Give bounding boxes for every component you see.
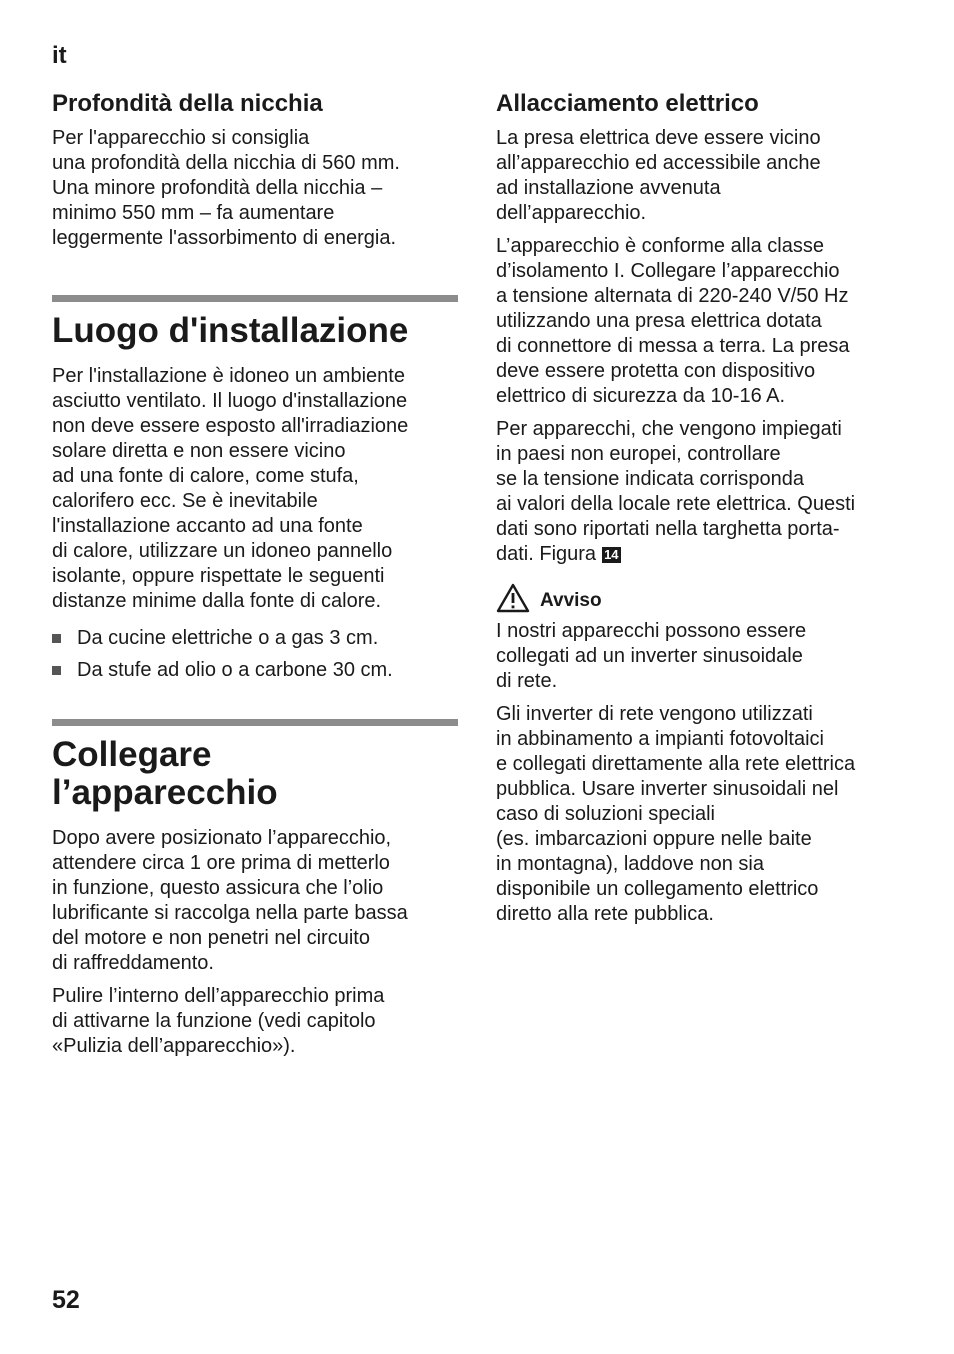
installation-location-heading: Luogo d'installazione <box>52 311 409 350</box>
niche-depth-text: Per l'apparecchio si consiglia una profondità della nicchia di 560 mm. Una minore profondità della nicchia – minimo 550 mm – fa aumentare leggermente l'assorbimento di energia. <box>52 127 400 249</box>
language-code: it <box>52 42 67 69</box>
installation-location-text: Per l'installazione è idoneo un ambiente asciutto ventilato. Il luogo d'installazione non deve essere esposto all'irradiazione solare diretta e non essere vicino ad una fonte di calore, come stufa, calorifero ecc. Se è inevitabile l'installazione accanto ad una fonte di calore, utilizzare un idoneo pannello isolante, oppure rispettate le seguenti distanze minime dalla fonte di calore. <box>52 365 409 612</box>
electrical-text-3-body: Per apparecchi, che vengono impiegati in paesi non europei, controllare se la tensione indicata corrisponda ai valori della locale rete elettrica. Questi dati sono riportati nella targhetta porta- dati. Figura <box>496 418 856 565</box>
figure-reference-badge: 14 <box>604 547 619 562</box>
list-item <box>52 626 458 651</box>
left-column <box>52 88 462 1067</box>
electrical-text-2: L’apparecchio è conforme alla classe d’isolamento I. Collegare l’apparecchio a tensione alternata di 220-240 V/50 Hz utilizzando una presa elettrica dotata di connettore di messa a terra. La presa deve essere protetta con dispositivo elettrico di sicurezza da 10-16 A. <box>496 235 850 407</box>
niche-depth-heading: Profondità della nicchia <box>52 90 323 117</box>
warning-triangle-icon <box>496 583 530 613</box>
electrical-text-3 <box>496 417 908 567</box>
warning-label: Avviso <box>540 590 602 611</box>
distance-list <box>52 626 458 683</box>
list-item-text: Da cucine elettriche o a gas 3 cm. <box>77 627 379 649</box>
page-number: 52 <box>52 1286 80 1314</box>
bullet-square-icon <box>52 666 61 675</box>
electrical-connection-heading: Allacciamento elettrico <box>496 90 759 117</box>
warning-text-2: Gli inverter di rete vengono utilizzati in abbinamento a impianti fotovoltaici e collegati direttamente alla rete elettrica pubblica. Usare inverter sinusoidali nel caso di soluzioni speciali (es. imbarcazioni oppure nelle baite in montagna), laddove non sia disponibile un collegamento elettrico diretto alla rete pubblica. <box>496 703 856 925</box>
right-column <box>496 88 908 935</box>
warning-header <box>496 583 908 613</box>
list-item-text: Da stufe ad olio o a carbone 30 cm. <box>77 659 393 681</box>
connect-appliance-text-1: Dopo avere posizionato l’apparecchio, attendere circa 1 ore prima di metterlo in funzione, questo assicura che l’olio lubrificante si raccolga nella parte bassa del motore e non penetri nel circuito di raffreddamento. <box>52 827 408 974</box>
connect-appliance-section <box>52 719 458 1059</box>
connect-appliance-heading: Collegare l’apparecchio <box>52 735 278 812</box>
list-item <box>52 658 458 683</box>
connect-appliance-text-2: Pulire l’interno dell’apparecchio prima di attivarne la funzione (vedi capitolo «Pulizia dell’apparecchio»). <box>52 985 385 1057</box>
installation-location-section <box>52 295 458 683</box>
electrical-text-1: La presa elettrica deve essere vicino all’apparecchio ed accessibile anche ad installazione avvenuta dell’apparecchio. <box>496 127 821 224</box>
bullet-square-icon <box>52 634 61 643</box>
warning-text-1: I nostri apparecchi possono essere collegati ad un inverter sinusoidale di rete. <box>496 620 807 692</box>
